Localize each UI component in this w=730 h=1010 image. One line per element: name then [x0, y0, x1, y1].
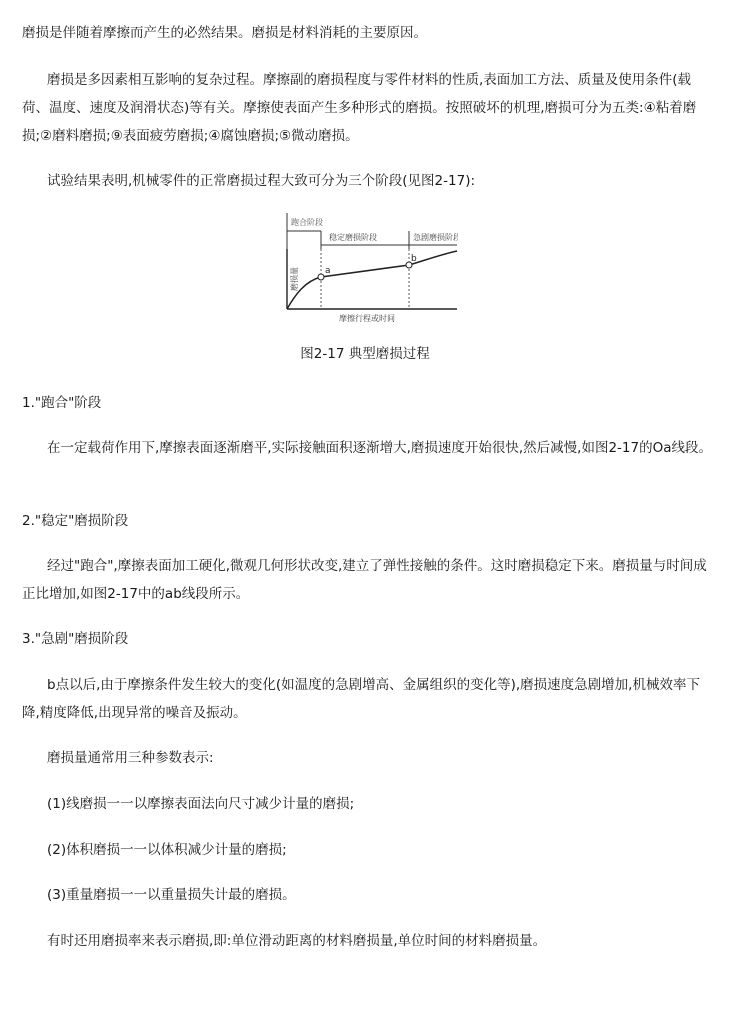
stage3-label: 急剧磨损阶段: [413, 233, 458, 242]
wear-parameters-intro: 磨损量通常用三种参数表示:: [47, 750, 214, 766]
figure-caption: 图2-17 典型磨损过程: [300, 346, 430, 362]
wear-curve: [287, 251, 457, 309]
point-a-label: a: [325, 266, 331, 276]
list-item-weight-wear: (3)重量磨损一一以重量损失计最的磨损。: [47, 887, 296, 903]
steady-wear-paragraph: 经过"跑合",摩擦表面加工硬化,微观几何形状改变,建立了弹性接触的条件。这时磨损稳定下来。磨损量与时间成正比增加,如图2-17中的ab线段所示。: [22, 558, 707, 602]
wear-factors-paragraph: 磨损是多因素相互影响的复杂过程。摩擦副的磨损程度与零件材料的性质,表面加工方法、质量及使用条件(载荷、温度、速度及润滑状态)等有关。摩擦使表面产生多种形式的磨损。按照破坏的机理,磨损可分为五类:④粘着磨损;②磨料磨损;⑨表面疲劳磨损;④腐蚀磨损;⑤微动磨损。: [22, 72, 697, 144]
point-a-marker: [318, 274, 324, 280]
point-b-label: b: [411, 254, 417, 264]
rapid-wear-paragraph: b点以后,由于摩擦条件发生较大的变化(如温度的急剧增高、金属组织的变化等),磨损速度急剧增加,机械效率下降,精度降低,出现异常的噪音及振动。: [22, 677, 700, 721]
wear-stages-intro-paragraph: 试验结果表明,机械零件的正常磨损过程大致可分为三个阶段(见图2-17):: [47, 173, 476, 189]
stage1-label: 跑合阶段: [291, 218, 323, 227]
section-heading-rapid: 3."急剧"磨损阶段: [22, 631, 129, 647]
wear-curve-diagram: [283, 209, 458, 327]
wear-process-figure: [283, 209, 458, 327]
wear-rate-paragraph: 有时还用磨损率来表示磨损,即:单位滑动距离的材料磨损量,单位时间的材料磨损量。: [47, 933, 547, 949]
run-in-paragraph: 在一定载荷作用下,摩擦表面逐渐磨平,实际接触面积逐渐增大,磨损速度开始很快,然后减慢,如图2-17的Oa线段。: [47, 440, 712, 456]
list-item-linear-wear: (1)线磨损一一以摩擦表面法向尺寸减少计量的磨损;: [47, 796, 355, 812]
section-heading-steady: 2."稳定"磨损阶段: [22, 513, 129, 529]
section-heading-run-in: 1."跑合"阶段: [22, 395, 102, 411]
y-axis-label: 磨损量: [290, 267, 299, 291]
x-axis-label: 摩擦行程或时间: [339, 314, 395, 323]
intro-paragraph: 磨损是伴随着摩擦而产生的必然结果。磨损是材料消耗的主要原因。: [22, 25, 427, 41]
stage2-label: 稳定磨损阶段: [329, 233, 377, 242]
list-item-volume-wear: (2)体积磨损一一以体积减少计量的磨损;: [47, 842, 287, 858]
